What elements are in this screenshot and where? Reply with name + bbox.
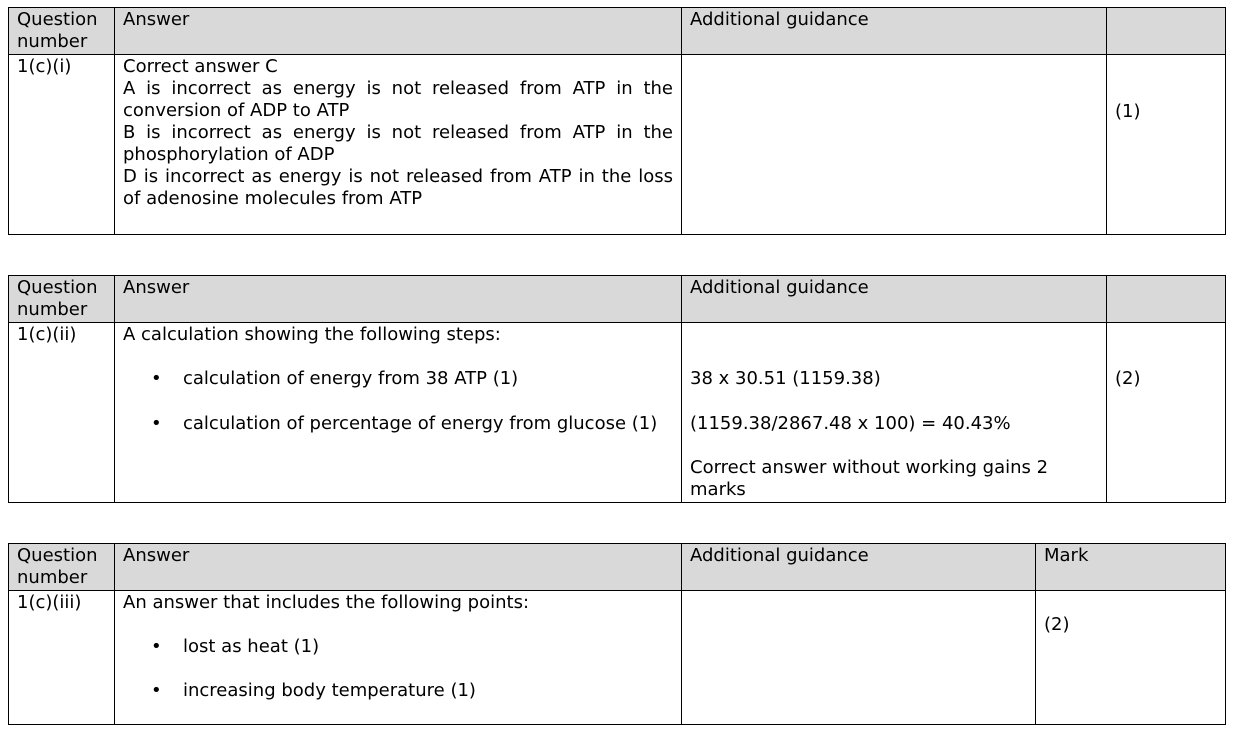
guidance-cell xyxy=(682,55,1107,235)
question-number: 1(c)(iii) xyxy=(9,591,115,725)
question-number-header: Question number xyxy=(9,8,115,55)
table-row xyxy=(9,591,1226,725)
answer-cell xyxy=(115,591,682,725)
mark-value: (1) xyxy=(1115,101,1141,122)
answer-point: • calculation of percentage of energy from glucose (1) xyxy=(123,413,673,435)
mark-value: (2) xyxy=(1044,614,1070,635)
table-header-row xyxy=(9,276,1226,323)
question-number-header: Question number xyxy=(9,544,115,591)
guidance-line: Correct answer without working gains 2 marks xyxy=(690,457,1049,500)
answer-cell xyxy=(115,55,682,235)
answer-cell xyxy=(115,323,682,503)
mark-header xyxy=(1107,8,1226,55)
answer-header: Answer xyxy=(115,544,682,591)
mark-scheme-table-1c-iii xyxy=(8,543,1226,725)
guidance-cell xyxy=(682,591,1036,725)
table-header-row xyxy=(9,544,1226,591)
guidance-header: Additional guidance xyxy=(682,8,1107,55)
mark-value: (2) xyxy=(1115,368,1141,389)
table-header-row xyxy=(9,8,1226,55)
question-number: 1(c)(ii) xyxy=(9,323,115,503)
table-row xyxy=(9,323,1226,503)
answer-point: • lost as heat (1) xyxy=(123,636,673,658)
guidance-line: (1159.38/2867.48 x 100) = 40.43% xyxy=(690,413,1011,434)
question-number-header: Question number xyxy=(9,276,115,323)
mark-cell xyxy=(1107,323,1226,503)
mark-cell xyxy=(1036,591,1226,725)
guidance-line: 38 x 30.51 (1159.38) xyxy=(690,368,881,389)
answer-intro: An answer that includes the following points: xyxy=(123,592,530,613)
answer-line: Correct answer C xyxy=(123,56,278,77)
guidance-header: Additional guidance xyxy=(682,544,1036,591)
answer-points xyxy=(123,368,673,435)
answer-line: A is incorrect as energy is not released from ATP in the conversion of ADP to ATP xyxy=(123,78,673,121)
answer-intro: A calculation showing the following steps: xyxy=(123,324,501,345)
mark-header: Mark xyxy=(1036,544,1226,591)
answer-point: • calculation of energy from 38 ATP (1) xyxy=(123,368,673,390)
answer-line: B is incorrect as energy is not released from ATP in the phosphorylation of ADP xyxy=(123,122,673,165)
question-number: 1(c)(i) xyxy=(9,55,115,235)
mark-scheme-table-1c-ii xyxy=(8,275,1226,503)
mark-header xyxy=(1107,276,1226,323)
answer-header: Answer xyxy=(115,8,682,55)
answer-header: Answer xyxy=(115,276,682,323)
answer-point: • increasing body temperature (1) xyxy=(123,680,673,702)
mark-cell xyxy=(1107,55,1226,235)
answer-line: D is incorrect as energy is not released from ATP in the loss of adenosine molecules from ATP xyxy=(123,166,673,209)
guidance-header: Additional guidance xyxy=(682,276,1107,323)
mark-scheme-table-1c-i xyxy=(8,7,1226,235)
answer-points xyxy=(123,636,673,702)
guidance-cell xyxy=(682,323,1107,503)
table-row xyxy=(9,55,1226,235)
